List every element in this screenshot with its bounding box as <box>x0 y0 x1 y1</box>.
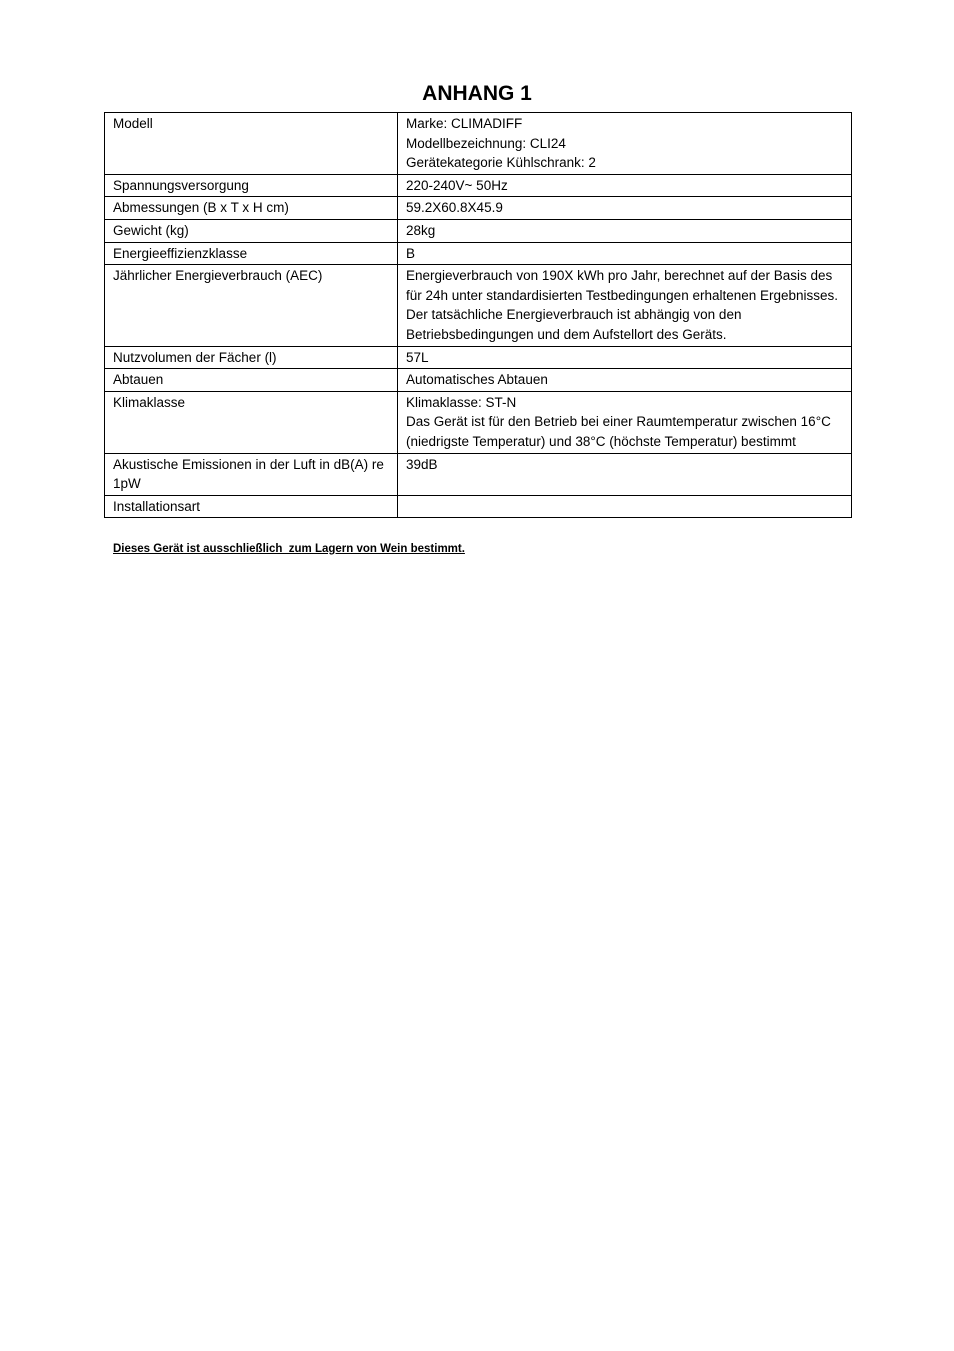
table-row <box>105 346 852 369</box>
row-value: Marke: CLIMADIFF Modellbezeichnung: CLI24 Gerätekategorie Kühlschrank: 2 <box>398 113 852 175</box>
row-label: Gewicht (kg) <box>105 219 398 242</box>
row-label: Energieeffizienzklasse <box>105 242 398 265</box>
table-row <box>105 265 852 346</box>
row-value: 59.2X60.8X45.9 <box>398 197 852 220</box>
row-value: 28kg <box>398 219 852 242</box>
row-label: Modell <box>105 113 398 175</box>
table-row <box>105 369 852 392</box>
row-label: Installationsart <box>105 495 398 518</box>
table-row <box>105 242 852 265</box>
row-value: Energieverbrauch von 190X kWh pro Jahr, berechnet auf der Basis des für 24h unter standardisierten Testbedingungen erhaltenen Ergebnisses. Der tatsächliche Energieverbrauch ist abhängig von den Betriebsbedingungen und dem Aufstellort des Geräts. <box>398 265 852 346</box>
row-value: B <box>398 242 852 265</box>
row-label: Akustische Emissionen in der Luft in dB(A) re 1pW <box>105 453 398 495</box>
table-row <box>105 495 852 518</box>
row-value <box>398 495 852 518</box>
spec-table <box>104 112 852 518</box>
row-value: Klimaklasse: ST-N Das Gerät ist für den Betrieb bei einer Raumtemperatur zwischen 16°C (niedrigste Temperatur) und 38°C (höchste Temperatur) bestimmt <box>398 391 852 453</box>
table-row <box>105 453 852 495</box>
row-value: 220-240V~ 50Hz <box>398 174 852 197</box>
row-label: Nutzvolumen der Fächer (l) <box>105 346 398 369</box>
row-value: 39dB <box>398 453 852 495</box>
table-row <box>105 197 852 220</box>
row-label: Abtauen <box>105 369 398 392</box>
table-row <box>105 391 852 453</box>
row-value: 57L <box>398 346 852 369</box>
row-label: Abmessungen (B x T x H cm) <box>105 197 398 220</box>
row-value: Automatisches Abtauen <box>398 369 852 392</box>
row-label: Jährlicher Energieverbrauch (AEC) <box>105 265 398 346</box>
row-label: Klimaklasse <box>105 391 398 453</box>
table-row <box>105 174 852 197</box>
footnote: Dieses Gerät ist ausschließlich zum Lagern von Wein bestimmt. <box>113 543 465 555</box>
page-title: ANHANG 1 <box>422 82 532 105</box>
row-label: Spannungsversorgung <box>105 174 398 197</box>
table-row <box>105 219 852 242</box>
table-row <box>105 113 852 175</box>
